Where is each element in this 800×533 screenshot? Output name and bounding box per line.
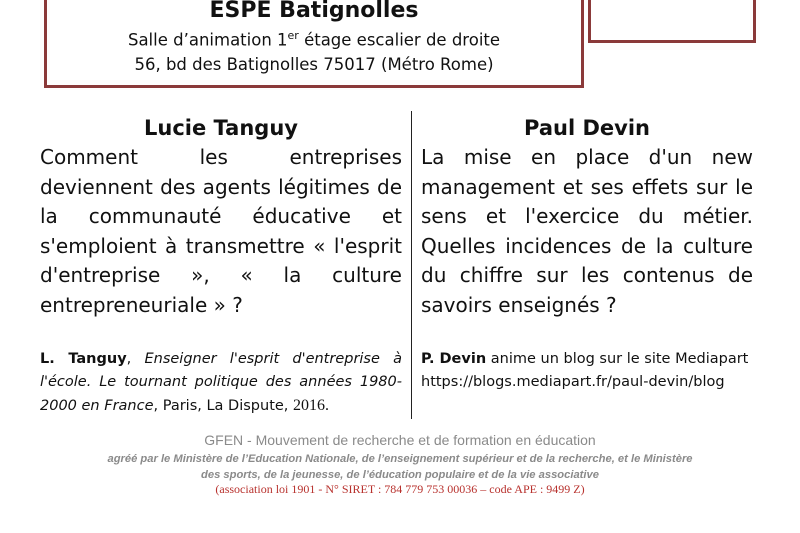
venue-name: ESPE Batignolles xyxy=(209,0,419,23)
ref-end: . xyxy=(325,397,330,414)
ref-separator: , xyxy=(126,351,145,367)
ref-author: P. Devin xyxy=(421,351,487,367)
speaker-reference xyxy=(40,348,402,418)
room-suffix: étage escalier de droite xyxy=(298,30,501,50)
venue-address: 56, bd des Batignolles 75017 (Métro Rome) xyxy=(134,54,494,74)
footer-legal: (association loi 1901 - N° SIRET : 784 779 753 00036 – code APE : 9499 Z) xyxy=(215,482,585,496)
approval-line-1: agréé par le Ministère de l’Education Nationale, de l’enseignement supérieur et de la recherche, et le Ministère xyxy=(107,453,693,465)
corner-frame xyxy=(588,0,756,43)
venue-box xyxy=(44,0,584,88)
ref-author: L. Tanguy xyxy=(40,351,127,367)
speaker-reference xyxy=(421,348,753,394)
speaker-name: Paul Devin xyxy=(524,116,650,140)
ref-year: 2016 xyxy=(293,397,326,414)
speaker-name: Lucie Tanguy xyxy=(144,116,298,140)
speaker-column-left xyxy=(40,113,402,414)
footer-approval xyxy=(0,451,800,483)
ref-publisher: , Paris, La Dispute, xyxy=(153,398,294,414)
ref-title: Enseigner l'esprit d'entreprise à l'école. Le tournant politique des années 1980-2000 en France xyxy=(40,351,402,414)
ref-text: anime un blog sur le site Mediapart https://blogs.mediapart.fr/paul-devin/blog xyxy=(421,351,749,390)
room-prefix: Salle d’animation 1 xyxy=(127,30,288,50)
speaker-topic: La mise en place d'un new management et ses effets sur le sens et l'exercice du métier. Quelles incidences de la culture du chiffre sur les contenus de savoirs enseignés ? xyxy=(421,145,753,317)
speaker-column-right xyxy=(421,113,753,390)
footer-organization: GFEN - Mouvement de recherche et de formation en éducation xyxy=(204,432,596,448)
venue-room xyxy=(47,24,581,53)
column-divider xyxy=(411,111,412,419)
approval-line-2: des sports, de la jeunesse, de l’éducation populaire et de la vie associative xyxy=(201,469,599,481)
room-ordinal: er xyxy=(287,29,299,42)
speaker-topic: Comment les entreprises deviennent des agents légitimes de la communauté éducative et s'emploient à transmettre « l'esprit d'entreprise », « la culture entrepreneuriale » ? xyxy=(40,145,402,317)
